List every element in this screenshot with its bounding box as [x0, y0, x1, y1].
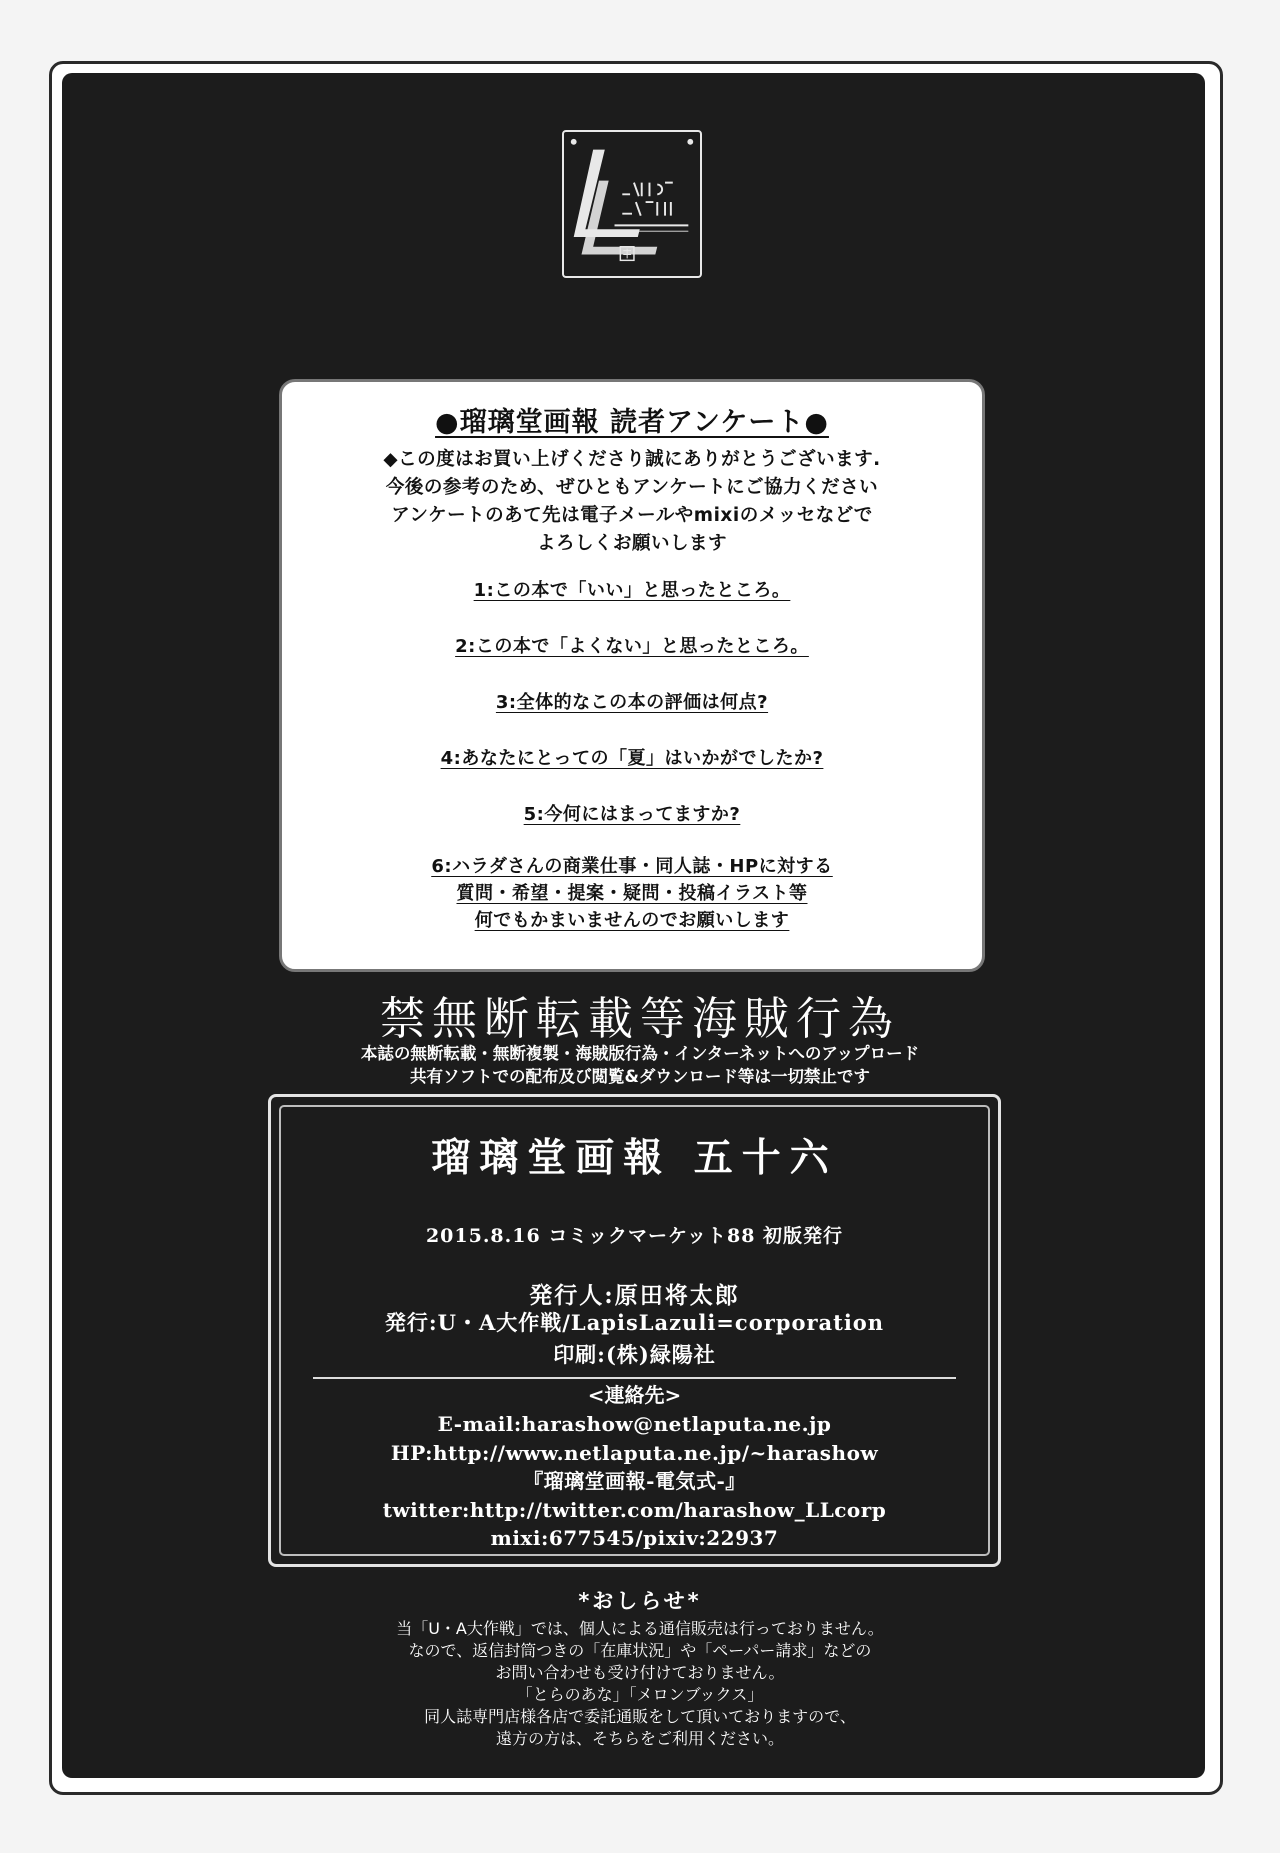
survey-intro-line: 今後の参考のため、ぜひともアンケートにご協力ください — [385, 477, 879, 498]
survey-intro-line: よろしくお願いします — [536, 533, 727, 554]
contact-list — [271, 1410, 998, 1553]
survey-question-2: 2:この本で「よくない」と思ったところ。 — [455, 636, 809, 657]
prohibition-title: 禁無断転載等海賊行為 — [379, 992, 900, 1045]
lapis-lazuli-logo — [562, 130, 702, 278]
publisher-name: 発行人:原田将太郎 — [529, 1282, 740, 1309]
notice-line: 同人誌専門店様各店で委託通販をして頂いておりますので、 — [424, 1707, 856, 1726]
survey-question-6 — [282, 853, 982, 934]
survey-intro — [282, 446, 982, 558]
notice-section — [0, 1585, 1280, 1750]
issuer-name: 発行:U・A大作戦/LapisLazuli=corporation — [384, 1310, 885, 1335]
printer-name: 印刷:(株)緑陽社 — [553, 1342, 716, 1367]
survey-title: ●瑠璃堂画報 読者アンケート● — [435, 407, 829, 438]
survey-question-6-line: 質問・希望・提案・疑問・投稿イラスト等 — [456, 883, 808, 904]
contact-site-name: 『瑠璃堂画報-電気式-』 — [523, 1469, 746, 1493]
contact-heading: <連絡先> — [587, 1383, 682, 1407]
contact-homepage: HP:http://www.netlaputa.ne.jp/~harashow — [390, 1440, 879, 1465]
survey-intro-line: ◆この度はお買い上げくださり誠にありがとうございます. — [383, 449, 881, 470]
publication-date: 2015.8.16 コミックマーケット88 初版発行 — [425, 1225, 844, 1247]
prohibition-line: 本誌の無断転載・無断複製・海賊版行為・インターネットへのアップロード — [360, 1044, 920, 1063]
contact-email: E-mail:harashow@netlaputa.ne.jp — [437, 1412, 832, 1436]
notice-lines — [0, 1618, 1280, 1750]
publication-title: 瑠璃堂画報 五十六 — [431, 1135, 838, 1181]
survey-intro-line: アンケートのあて先は電子メールやmixiのメッセなどで — [391, 505, 873, 526]
survey-question-3: 3:全体的なこの本の評価は何点? — [495, 692, 769, 713]
notice-line: 遠方の方は、そちらをご利用ください。 — [495, 1729, 784, 1748]
survey-question-5: 5:今何にはまってますか? — [523, 804, 741, 825]
survey-question-6-line: 何でもかまいませんのでお願いします — [474, 910, 790, 931]
notice-line: お問い合わせも受け付けておりません。 — [495, 1663, 785, 1682]
notice-line: 当「U・A大作戦」では、個人による通信販売は行っておりません。 — [396, 1619, 884, 1638]
reader-survey-box — [279, 379, 985, 972]
prohibition-text — [0, 1042, 1280, 1088]
survey-question-4: 4:あなたにとっての「夏」はいかがでしたか? — [440, 748, 824, 769]
contact-mixi-pixiv: mixi:677545/pixiv:22937 — [490, 1526, 779, 1550]
notice-line: なので、返信封筒つきの「在庫状況」や「ペーパー請求」などの — [408, 1641, 872, 1660]
notice-line: 「とらのあな」「メロンブックス」 — [516, 1685, 764, 1704]
notice-heading: *おしらせ* — [578, 1589, 702, 1613]
survey-question-6-line: 6:ハラダさんの商業仕事・同人誌・HPに対する — [431, 856, 833, 877]
contact-twitter: twitter:http://twitter.com/harashow_LLcorp — [382, 1497, 887, 1522]
survey-question-1: 1:この本で「いい」と思ったところ。 — [473, 580, 791, 601]
prohibition-line: 共有ソフトでの配布及び閲覧&ダウンロード等は一切禁止です — [410, 1067, 870, 1086]
logo-emblem-icon — [564, 132, 700, 276]
publication-info-box — [268, 1094, 1001, 1567]
